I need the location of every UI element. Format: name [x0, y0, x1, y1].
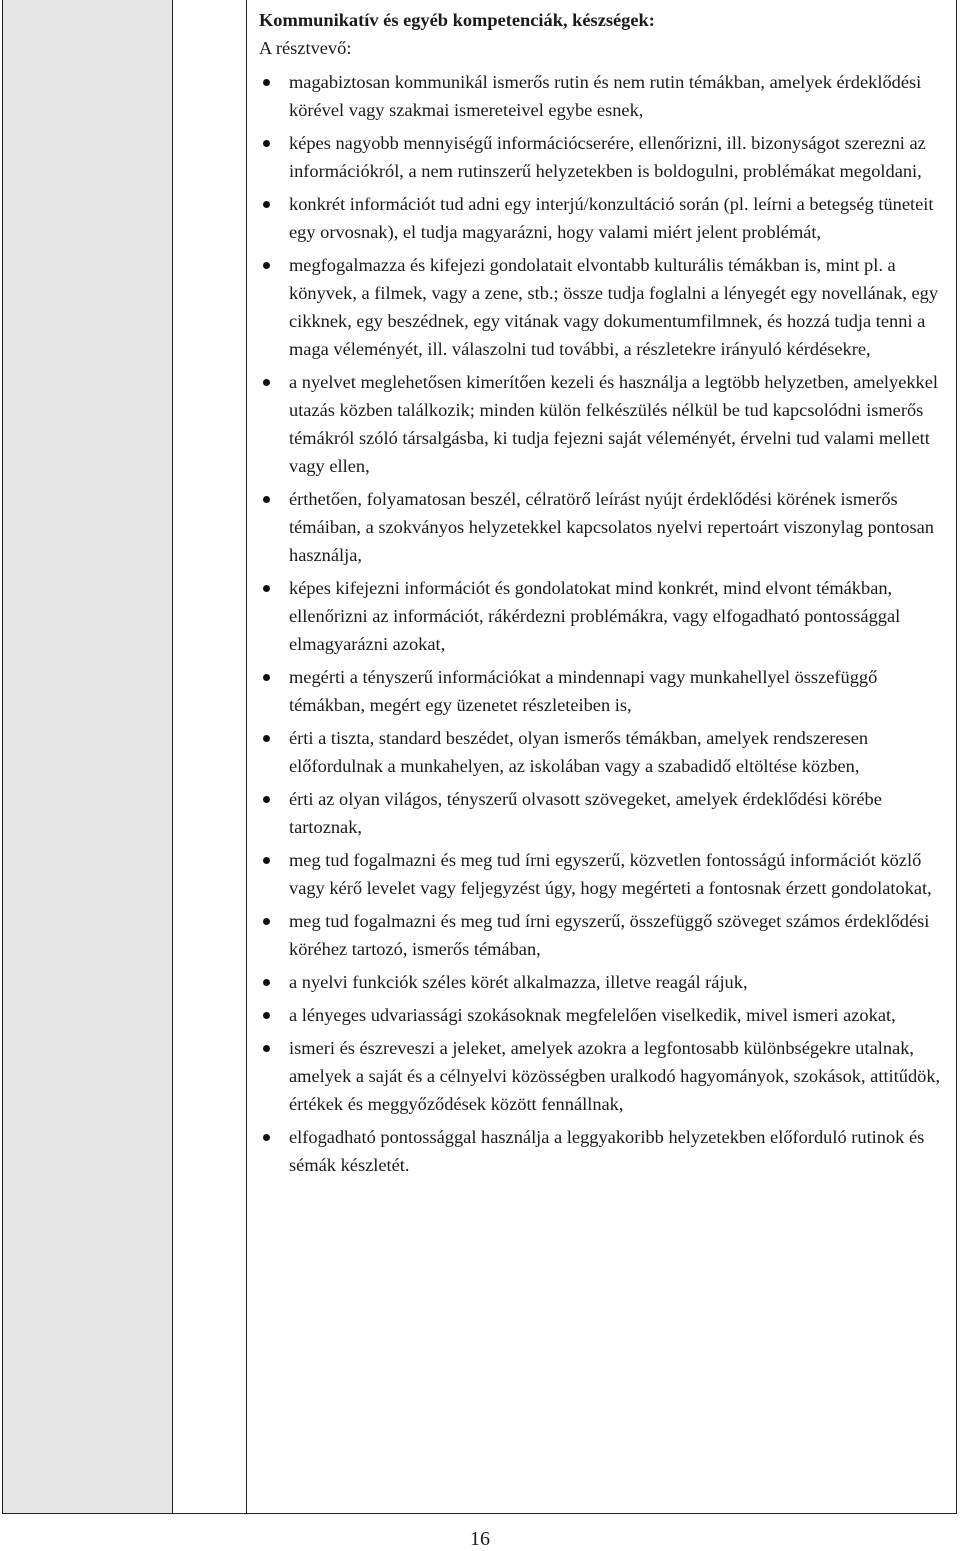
list-item	[259, 574, 946, 658]
list-item	[259, 68, 946, 124]
list-item-text: elfogadható pontossággal használja a leggyakoribb helyzetekben előforduló rutinok és sémák készletét.	[289, 1127, 925, 1175]
list-item-text: meg tud fogalmazni és meg tud írni egyszerű, közvetlen fontosságú információt közlő vagy kérő levelet vagy feljegyzést úgy, hogy megérteti a fontosnak érzett gondolatokat,	[289, 850, 932, 898]
bullet-icon	[263, 79, 270, 86]
bullet-icon	[263, 379, 270, 386]
list-item	[259, 846, 946, 902]
bullet-icon	[263, 735, 270, 742]
bullet-icon	[263, 1134, 270, 1141]
bullet-icon	[263, 1045, 270, 1052]
list-item	[259, 785, 946, 841]
list-item	[259, 129, 946, 185]
competency-list	[259, 68, 946, 1179]
list-item-text: megérti a tényszerű információkat a mindennapi vagy munkahellyel összefüggő témákban, megért egy üzenetet részleteiben is,	[289, 667, 878, 715]
list-item	[259, 1034, 946, 1118]
bullet-icon	[263, 1012, 270, 1019]
bullet-icon	[263, 496, 270, 503]
list-item	[259, 724, 946, 780]
list-item	[259, 968, 946, 996]
list-item-text: magabiztosan kommunikál ismerős rutin és nem rutin témákban, amelyek érdeklődési körével vagy szakmai ismereteivel egybe esnek,	[289, 72, 922, 120]
list-item-text: képes kifejezni információt és gondolatokat mind konkrét, mind elvont témákban, ellenőrizni az információt, rákérdezni problémákra, vagy elfogadható pontossággal elmagyarázni azokat,	[289, 578, 901, 654]
bullet-icon	[263, 201, 270, 208]
list-item-text: érthetően, folyamatosan beszél, célratörő leírást nyújt érdeklődési körének ismerős témáiban, a szokványos helyzetekkel kapcsolatos nyelvi repertoárt viszonylag pontosan használja,	[289, 489, 935, 565]
bullet-icon	[263, 796, 270, 803]
bullet-icon	[263, 979, 270, 986]
bullet-icon	[263, 857, 270, 864]
list-item	[259, 663, 946, 719]
table-column-empty	[173, 0, 247, 1513]
list-item-text: képes nagyobb mennyiségű információcserére, ellenőrizni, ill. bizonyságot szerezni az információkról, a nem rutinszerű helyzetekben is boldogulni, problémákat megoldani,	[289, 133, 926, 181]
list-item-text: meg tud fogalmazni és meg tud írni egyszerű, összefüggő szöveget számos érdeklődési köréhez tartozó, ismerős témában,	[289, 911, 930, 959]
competency-table	[2, 0, 957, 1514]
list-item	[259, 190, 946, 246]
list-item	[259, 485, 946, 569]
page-number: 16	[470, 1528, 490, 1550]
bullet-icon	[263, 918, 270, 925]
list-item-text: érti a tiszta, standard beszédet, olyan ismerős témákban, amelyek rendszeresen előfordulnak a munkahelyen, az iskolában vagy a szabadidő eltöltése közben,	[289, 728, 869, 776]
list-item	[259, 907, 946, 963]
list-item-text: a lényeges udvariassági szokásoknak megfelelően viselkedik, mivel ismeri azokat,	[289, 1005, 896, 1025]
section-title: Kommunikatív és egyéb kompetenciák, készségek:	[259, 10, 655, 30]
list-item-text: megfogalmazza és kifejezi gondolatait elvontabb kulturális témákban is, mint pl. a könyvek, a filmek, vagy a zene, stb.; össze tudja foglalni a lényegét egy novellának, egy cikknek, egy beszédnek, egy vitának vagy dokumentumfilmnek, és hozzá tudja tenni a maga véleményét, ill. válaszolni tud további, a részletekre irányuló kérdésekre,	[289, 255, 939, 359]
list-item	[259, 1001, 946, 1029]
list-item-text: ismeri és észreveszi a jeleket, amelyek azokra a legfontosabb különbségekre utalnak, amelyek a saját és a célnyelvi közösségben uralkodó hagyományok, szokások, attitűdök, értékek és meggyőződések között fennállnak,	[289, 1038, 941, 1114]
bullet-icon	[263, 585, 270, 592]
bullet-icon	[263, 140, 270, 147]
bullet-icon	[263, 262, 270, 269]
section-intro: A résztvevő:	[259, 38, 352, 58]
list-item-text: a nyelvet meglehetősen kimerítően kezeli és használja a legtöbb helyzetben, amelyekkel utazás közben találkozik; minden külön felkészülés nélkül be tud kapcsolódni ismerős témákról szóló társalgásba, ki tudja fejezni saját véleményét, érvelni tud valami mellett vagy ellen,	[289, 372, 939, 476]
list-item	[259, 1123, 946, 1179]
table-column-content	[247, 0, 956, 1513]
bullet-icon	[263, 674, 270, 681]
list-item-text: konkrét információt tud adni egy interjú/konzultáció során (pl. leírni a betegség tüneteit egy orvosnak), el tudja magyarázni, hogy valami miért jelent problémát,	[289, 194, 934, 242]
list-item-text: érti az olyan világos, tényszerű olvasott szövegeket, amelyek érdeklődési körébe tartoznak,	[289, 789, 882, 837]
list-item	[259, 368, 946, 480]
list-item	[259, 251, 946, 363]
list-item-text: a nyelvi funkciók széles körét alkalmazza, illetve reagál rájuk,	[289, 972, 748, 992]
table-column-shaded	[3, 0, 173, 1513]
